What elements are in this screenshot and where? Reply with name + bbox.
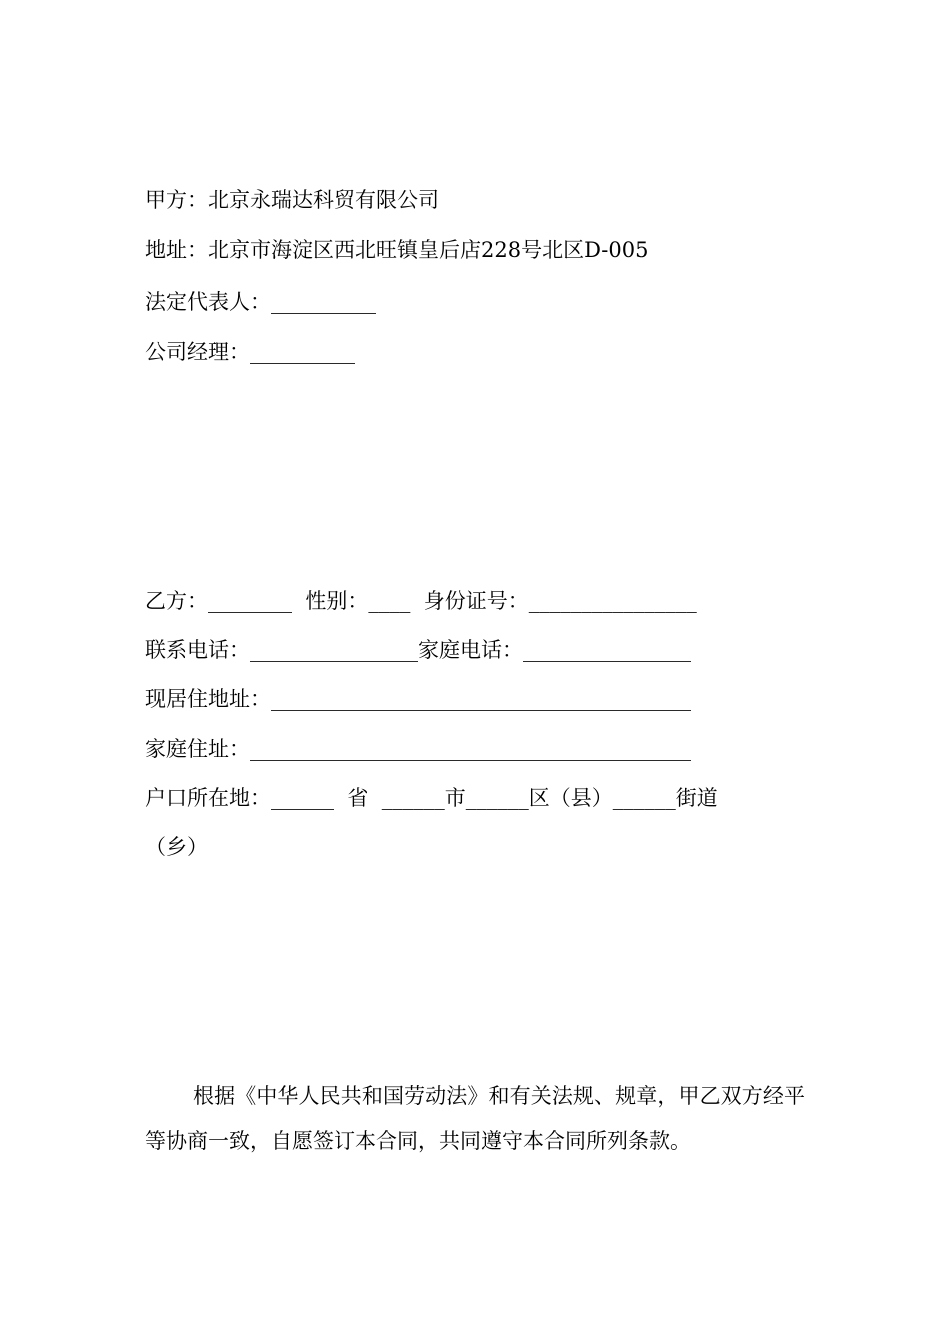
- party-b-current-address-line: 现居住地址：________________________________________: [145, 687, 691, 711]
- party-a-name-line: 甲方：北京永瑞达科贸有限公司: [145, 188, 439, 212]
- party-b-home-address-line: 家庭住址：__________________________________________: [145, 737, 691, 761]
- preamble-paragraph: 根据《中华人民共和国劳动法》和有关法规、规章，甲乙双方经平等协商一致，自愿签订本合同，共同遵守本合同所列条款。: [145, 1084, 805, 1153]
- party-b-phone-line: 联系电话：________________家庭电话：________________: [145, 638, 691, 662]
- party-a-manager-line: 公司经理：__________: [145, 340, 355, 364]
- party-a-legal-rep-line: 法定代表人：__________: [145, 290, 376, 314]
- party-b-info-line: 乙方：________ 性别：____ 身份证号：________________: [145, 589, 697, 613]
- party-a-address-line: 地址：北京市海淀区西北旺镇皇后店228号北区D-005: [145, 238, 649, 262]
- party-b-township-line: （乡）: [145, 835, 208, 859]
- party-b-household-registration-line: 户口所在地：______ 省 ______市______区（县）______街道: [145, 786, 718, 810]
